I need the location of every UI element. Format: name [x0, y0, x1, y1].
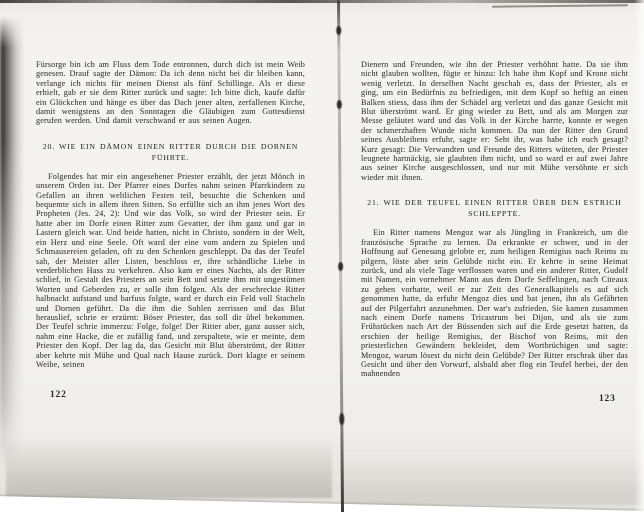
section-heading-21: 21. WIE DER TEUFEL EINEN RITTER ÜBER DEN ESTRICH SCHLEPPTE. — [367, 198, 622, 219]
top-page-edge-line — [492, 4, 628, 7]
section-heading-20: 20. WIE EIN DÄMON EINEN RITTER DURCH DIE DORNEN FÜHRTE. — [42, 141, 299, 162]
left-page-text-column — [36, 60, 305, 369]
left-edge-shadow — [0, 16, 24, 468]
left-page-continuation-paragraph: Fürsorge bin ich am Fluss dem Tode entronnen, durch dich ist mein Weib genesen. Drauf sagte der Dämon: Da ich denn nicht bei dir bleiben kann, verlange ich nichts für meinen Dienst als fünf Schillinge. Als er diese erhielt, gab er sie dem Ritter zurück und sagte: Ich bitte dich, kaufe dafür ein Glöckchen und hänge es über das Dach jener alten, zerfallenen Kirche, damit wenigstens an den Sonntagen die Gläubigen zum Gottesdienst gerufen werden. Und damit verschwand er aus seinen Augen. — [36, 60, 305, 126]
right-page-text-column — [361, 60, 628, 379]
right-page-section-paragraph: Ein Ritter namens Mengoz war als Jüngling in Frankreich, um die französische Sprache zu lernen. Da erkrankte er schwer, und in der Hoffnung auf Genesung gelobte er, zum heiligen Remigius nach Reims zu pilgern, löste aber sein Gelübde nicht ein. Er kehrte in seine Heimat zurück, und als viele Tage verflossen waren und ein anderer Ritter, Gudolf mit Namen, ein vornehmer Mann aus dem Dorfe Seffelingen, nach Citeaux zu gehen vorhatte, weil er zur Zeit des Generalkapitels es auf sich genommen hatte, da erfuhr Mengoz dies und bat jenen, ihn als Gefährten auf der Pilgerfahrt anzunehmen. Der war's zufrieden. Sie kamen zusammen nach einem Dorfe namens Tricastrum bei Dijon, und als sie zum Frühstücken nach Art der Büssenden sich auf die Erde gesetzt hatten, da erschien der heilige Remigius, der Bischof von Reims, mit den priesterlichen Gewändern bekleidet, dem Wortbrüchigen und sagte: Mengoz, warum lösest du nicht dein Gelübde? Der Ritter erschrak über das Gesicht und über den Vorwurf, alsbald aber flog ein Teufel herbei, der den mahnenden — [361, 228, 628, 379]
spine-stitch-mark — [336, 26, 341, 35]
top-edge-shadow — [0, 0, 644, 3]
right-page-number: 123 — [599, 394, 616, 404]
spine-stitch-mark — [337, 100, 342, 109]
spine-stitch-mark — [338, 262, 343, 271]
right-page-bottom-shade — [342, 455, 644, 505]
right-page-edge-highlight — [634, 0, 644, 512]
right-page-continuation-paragraph: Dienern und Freunden, wie ihn der Priester verhöhnt hatte. Da sie ihm nicht glauben wollten, fügte er hinzu: Ich habe ihm Kopf und Krone nicht wenig verletzt. In derselben Nacht geschah es, dass der Priester, als er ging, um ein Bedürfnis zu befriedigen, mit dem Kopf so heftig an einen Balken stiess, dass ihm der Schädel arg verletzt und das ganze Gesicht mit Blut überströmt ward. Er ging wieder zu Bett, und als am Morgen zur Messe geläutet ward und das Volk in der Kirche harrte, konnte er wegen der schmerzhaften Wunde nicht kommen. Da nun der Ritter den Grund seines Ausbleibens erfuhr, sagte er: Seht ihr, was habe ich euch gesagt? Kurz gesagt: Die Verwandten und Freunde des Ritters wüteten, der Priester leugnete hartnäckig, sie glaubten ihm nicht, und so ward er auf zwei Jahre aus seiner Kirche ausgeschlossen, und nur mit Mühe versöhnte er sich wieder mit ihnen. — [361, 60, 628, 182]
spine-stitch-mark — [339, 413, 344, 425]
left-page-number: 122 — [50, 390, 67, 400]
left-page-bottom-shade — [6, 438, 332, 498]
book-spine-gutter — [337, 0, 344, 512]
left-page-section-paragraph: Folgendes hat mir ein angesehener Priester erzählt, der jetzt Mönch in unserem Orden ist. Der Pfarrer eines Dorfes nahm seinen Pfarrkindern zu Gefallen an ihren weltlichen Festen teil, besuchte die Schenken und bequemte sich in allem ihren Sitten. So erfüllte sich an ihm jenes Wort des Propheten (Jes. 24, 2): Und wie das Volk, so wird der Priester sein. Er hatte aber im Dorfe einen Ritter zum Gevatter, der ihm ganz und gar in Lastern gleich war. Und beide hatten, nicht in Christo, sondern in der Welt, ein Herz und eine Seele. Oft ward der eine vom andern zu Spielen und Schmausereien geladen, oft zu den Schenken geschleppt. Da das der Teufel sah, der Meister aller Listen, beschloss er, ihre schändliche Liebe in verderblichen Hass zu verkehren. Also kam er eines Nachts, als der Ritter schlief, in Gestalt des Priesters an sein Bett und setzte ihm mit ungestümen Worten und Geberden zu, er solle ihm folgen. Als der erschreckte Ritter halbnackt aufstand und barfuss folgte, ward er durch ein Feld voll Stacheln und Dornen geführt. Da die ihm die Sohlen zerrissen und das Blut herauslief, schrie er erzürnt: Böser Priester, das soll dir übel bekommen. Der Teufel schrie immerzu: Folge, folge! Der Ritter aber, ganz ausser sich, nahm eine Hacke, die er zufällig fand, und zerspaltete, wie er meinte, dem Priester den Kopf. Der lag da, das Gesicht mit Blut überströmt, der Ritter aber kehrte mit Mühe und Qual nach Hause zurück. Dort klagte er seinem Weibe, seinen — [36, 171, 305, 369]
